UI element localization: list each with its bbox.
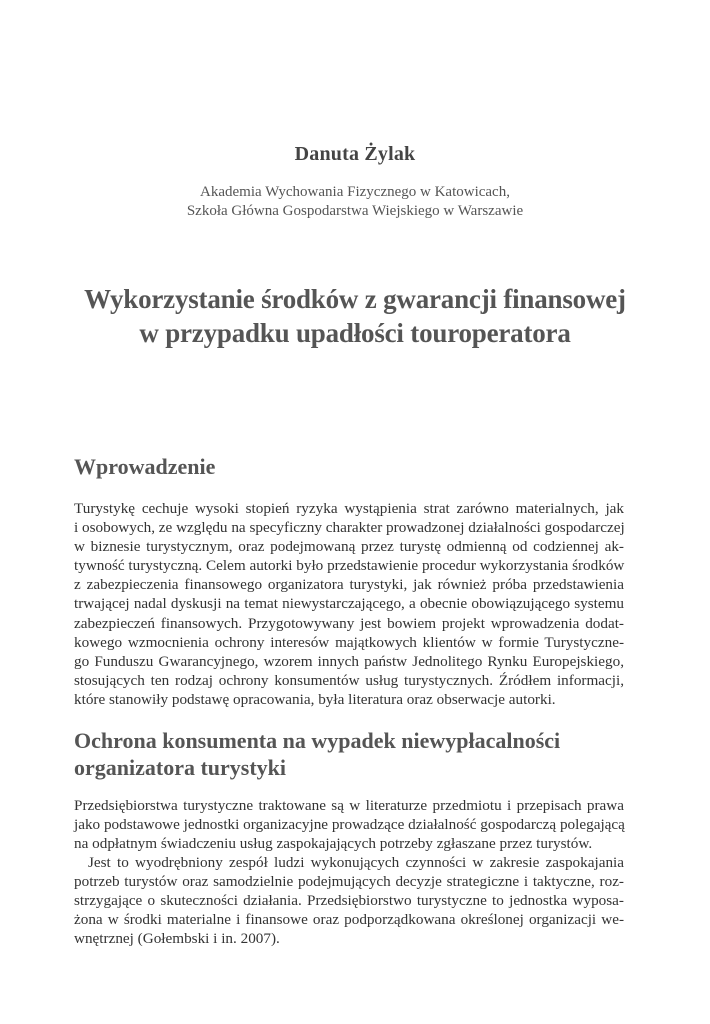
- text-line: tywność turystyczną. Celem autorki było przedstawienie procedur wykorzystania środków: [74, 557, 625, 575]
- text-line: i osobowych, ze względu na specyficzny charakter prowadzonej działalności gospodarczej: [74, 519, 625, 537]
- section-heading-consumer-protection-line-2: organizatora turystyki: [74, 755, 287, 780]
- text-line: trwającej nadal dyskusji na temat niewystarczającego, a obecnie obowiązującego systemu: [74, 595, 624, 613]
- text-line: Jest to wyodrębniony zespół ludzi wykonujących czynności w zakresie zaspokajania: [88, 854, 624, 871]
- text-line: w biznesie turystycznym, oraz podejmowaną przez turystę odmienną od codziennej ak-: [74, 538, 624, 556]
- text-line: jako podstawowe jednostki organizacyjne prowadzące działalność gospodarczą polegającą: [74, 816, 625, 834]
- paper-title-line-1: Wykorzystanie środków z gwarancji finansowej: [84, 284, 626, 314]
- text-line: strzygające o skuteczności działania. Przedsiębiorstwo turystyczne to jednostka wyposa-: [74, 892, 624, 910]
- affiliation-line-1: Akademia Wychowania Fizycznego w Katowicach,: [200, 184, 510, 200]
- paragraph-enterprises: [74, 796, 624, 853]
- paragraph-enterprise-definition: [74, 853, 624, 948]
- text-line: Przedsiębiorstwa turystyczne traktowane są w literaturze przedmiotu i przepisach prawa: [74, 797, 624, 814]
- affiliation-line-2: Szkoła Główna Gospodarstwa Wiejskiego w Warszawie: [186, 203, 524, 219]
- text-line: z zabezpieczenia finansowego organizatora turystyki, jak również próba przedstawienia: [74, 576, 624, 594]
- text-line: Turystykę cechuje wysoki stopień ryzyka wystąpienia strat zarówno materialnych, jak: [74, 500, 624, 517]
- text-line: na odpłatnym świadczeniu usług zaspokajających potrzeby zgłaszane przez turystów.: [74, 835, 593, 853]
- text-line: żona w środki materialne i finansowe oraz podporządkowana określonej organizacji we-: [74, 911, 624, 929]
- text-line: wnętrznej (Gołembski i in. 2007).: [74, 930, 280, 948]
- section-heading-consumer-protection-line-1: Ochrona konsumenta na wypadek niewypłacalności: [74, 728, 561, 753]
- text-line: potrzeb turystów oraz samodzielnie podejmujących decyzje strategiczne i taktyczne, roz-: [74, 873, 624, 891]
- text-line: zabezpieczeń finansowych. Przygotowywany jest bowiem projekt wprowadzenia dodat-: [74, 614, 624, 632]
- text-line: go Funduszu Gwarancyjnego, wzorem innych państw Jednolitego Rynku Europejskiego,: [74, 652, 624, 670]
- text-line: stosujących ten rodzaj ochrony konsumentów usług turystycznych. Źródłem informacji,: [74, 671, 624, 689]
- text-line: które stanowiły podstawę opracowania, była literatura oraz obserwacje autorki.: [74, 690, 556, 708]
- text-line: kowego wzmocnienia ochrony interesów majątkowych klientów w formie Turystyczne-: [74, 633, 624, 651]
- section-heading-introduction: Wprowadzenie: [74, 454, 216, 479]
- paragraph-introduction: [74, 499, 624, 709]
- paper-title-line-2: w przypadku upadłości touroperatora: [139, 318, 571, 348]
- author-name: Danuta Żylak: [294, 143, 416, 165]
